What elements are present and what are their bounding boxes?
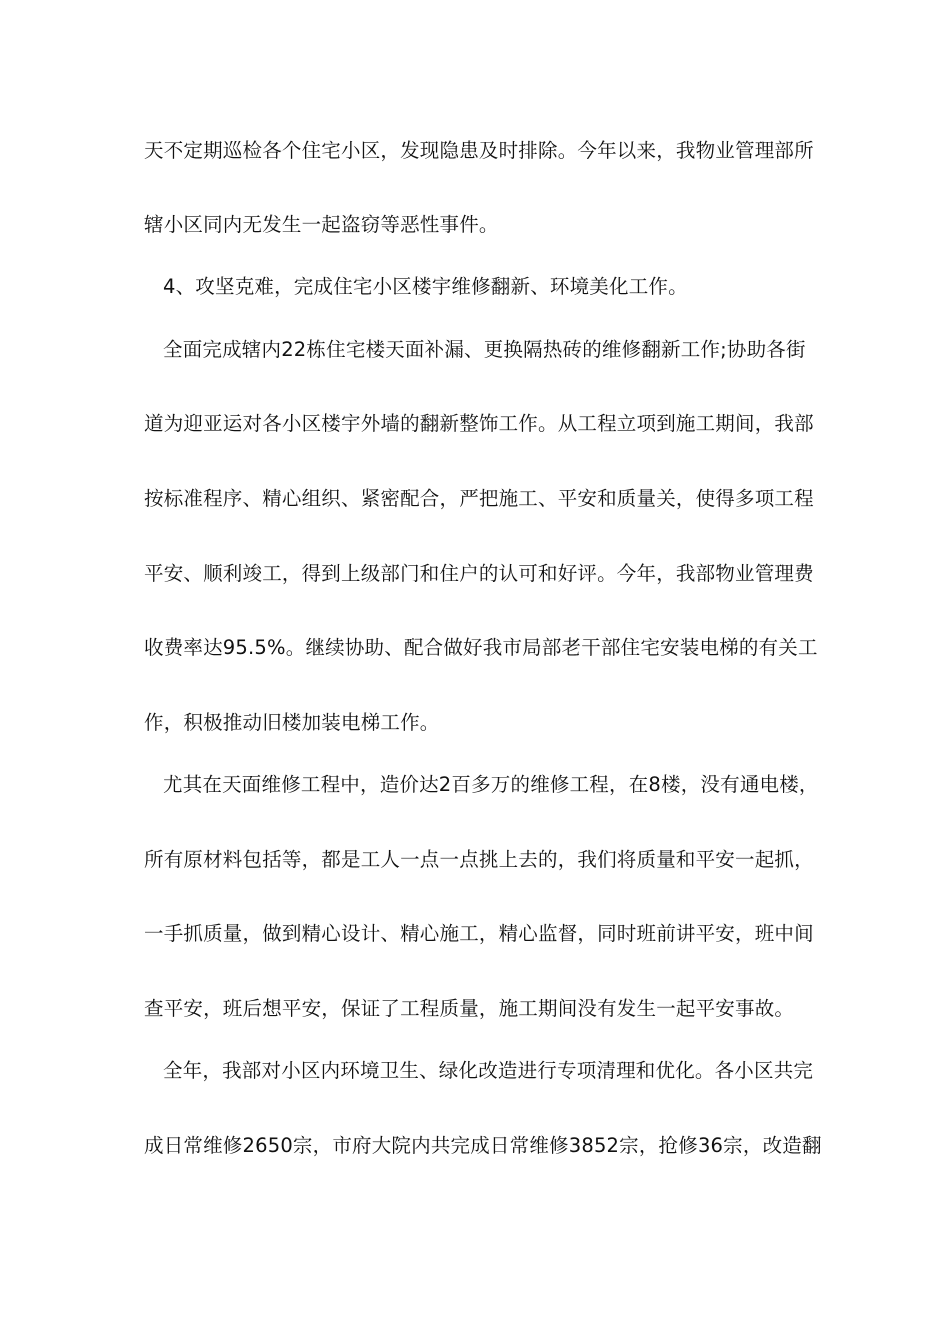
text-line: 道为迎亚运对各小区楼宇外墙的翻新整饰工作。从工程立项到施工期间，我部 [144,412,814,435]
text-line: 全年，我部对小区内环境卫生、绿化改造进行专项清理和优化。各小区共完 [163,1059,814,1082]
text-line: 全面完成辖内22栋住宅楼天面补漏、更换隔热砖的维修翻新工作;协助各街 [163,338,806,361]
text-line: 天不定期巡检各个住宅小区，发现隐患及时排除。今年以来，我物业管理部所 [144,139,814,162]
text-line: 平安、顺利竣工，得到上级部门和住户的认可和好评。今年，我部物业管理费 [144,562,814,585]
text-line: 收费率达95.5%。继续协助、配合做好我市局部老干部住宅安装电梯的有关工 [144,636,818,659]
text-line: 辖小区同内无发生一起盗窃等恶性事件。 [144,213,499,236]
text-line: 尤其在天面维修工程中，造价达2百多万的维修工程，在8楼，没有通电楼， [163,773,819,796]
text-line: 按标准程序、精心组织、紧密配合，严把施工、平安和质量关，使得多项工程 [144,487,814,510]
text-line: 一手抓质量，做到精心设计、精心施工，精心监督，同时班前讲平安，班中间 [144,922,814,945]
text-line: 查平安，班后想平安，保证了工程质量，施工期间没有发生一起平安事故。 [144,997,795,1020]
text-line: 成日常维修2650宗，市府大院内共完成日常维修3852宗，抢修36宗，改造翻 [144,1134,822,1157]
section-heading: 4、攻坚克难，完成住宅小区楼宇维修翻新、环境美化工作。 [163,275,688,298]
text-line: 所有原材料包括等，都是工人一点一点挑上去的，我们将质量和平安一起抓， [144,848,814,871]
text-line: 作，积极推动旧楼加装电梯工作。 [144,711,440,734]
